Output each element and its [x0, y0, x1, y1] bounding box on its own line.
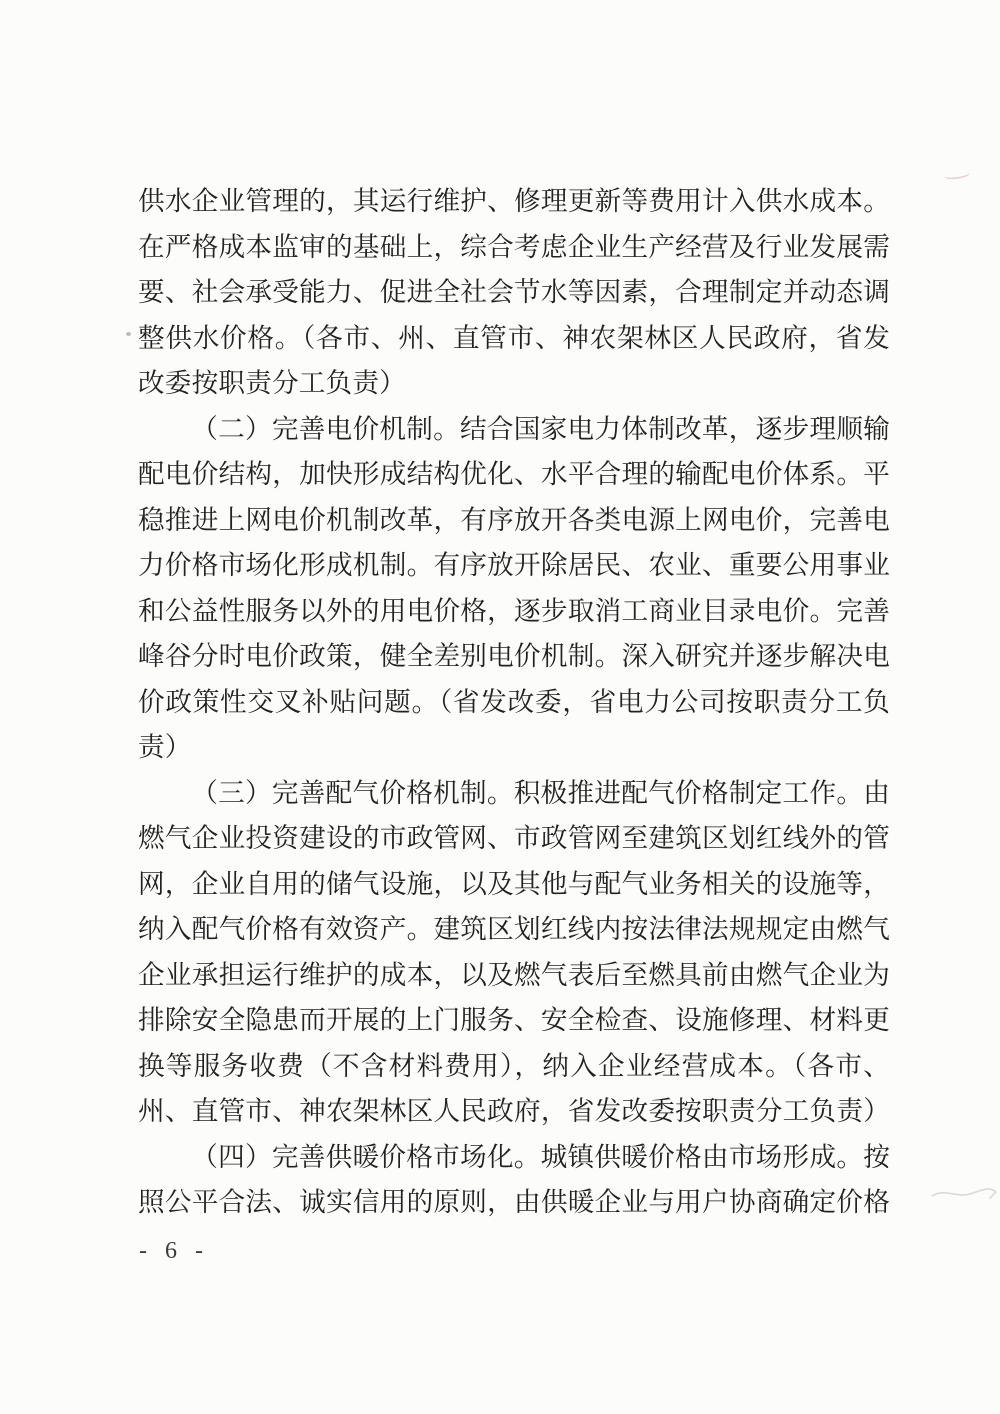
- text-line: （三）完善配气价格机制。积极推进配气价格制定工作。由: [191, 777, 890, 808]
- document-body: [138, 179, 890, 1226]
- page-number: - 6 -: [139, 1238, 209, 1264]
- text-line: 供水企业管理的，其运行维护、修理更新等费用计入供水成本。: [138, 186, 890, 216]
- text-line: 纳入配气价格有效资产。建筑区划红线内按法律法规规定由燃气: [138, 914, 890, 944]
- text-line: 换等服务收费（不含材料费用），纳入企业经营成本。（各市、: [138, 1050, 890, 1081]
- scan-artifact-mark: [944, 168, 971, 181]
- text-line: 在严格成本监审的基础上，综合考虑企业生产经营及行业发展需: [138, 231, 890, 262]
- text-line: 配电价结构，加快形成结构优化、水平合理的输配电价体系。平: [138, 459, 890, 489]
- scan-artifact-dot: [126, 332, 131, 336]
- text-line: 力价格市场化形成机制。有序放开除居民、农业、重要公用事业: [138, 550, 890, 580]
- text-line: 排除安全隐患而开展的上门服务、安全检查、设施修理、材料更: [138, 1005, 890, 1035]
- text-line: 燃气企业投资建设的市政管网、市政管网至建筑区划红线外的管: [138, 823, 890, 853]
- text-line: 照公平合法、诚实信用的原则，由供暖企业与用户协商确定价格: [138, 1187, 890, 1217]
- text-line: 改委按职责分工负责）: [138, 368, 406, 398]
- text-line: 网，企业自用的储气设施，以及其他与配气业务相关的设施等，: [138, 868, 890, 899]
- text-line: 和公益性服务以外的用电价格，逐步取消工商业目录电价。完善: [138, 595, 890, 626]
- text-line: 要、社会承受能力、促进全社会节水等因素，合理制定并动态调: [138, 277, 890, 307]
- text-line: 州、直管市、神农架林区人民政府，省发改委按职责分工负责）: [138, 1096, 890, 1126]
- text-line: （四）完善供暖价格市场化。城镇供暖价格由市场形成。按: [191, 1141, 890, 1172]
- text-line: （二）完善电价机制。结合国家电力体制改革，逐步理顺输: [191, 413, 890, 444]
- text-line: 峰谷分时电价政策，健全差别电价机制。深入研究并逐步解决电: [138, 641, 890, 671]
- text-line: 企业承担运行维护的成本，以及燃气表后至燃具前由燃气企业为: [138, 959, 890, 990]
- scan-artifact-squiggle: [930, 1178, 1000, 1208]
- text-line: 稳推进上网电价机制改革，有序放开各类电源上网电价，完善电: [138, 504, 890, 535]
- text-line: 责）: [138, 732, 192, 762]
- text-line: 价政策性交叉补贴问题。（省发改委，省电力公司按职责分工负: [138, 686, 890, 717]
- text-line: 整供水价格。（各市、州、直管市、神农架林区人民政府，省发: [138, 322, 890, 353]
